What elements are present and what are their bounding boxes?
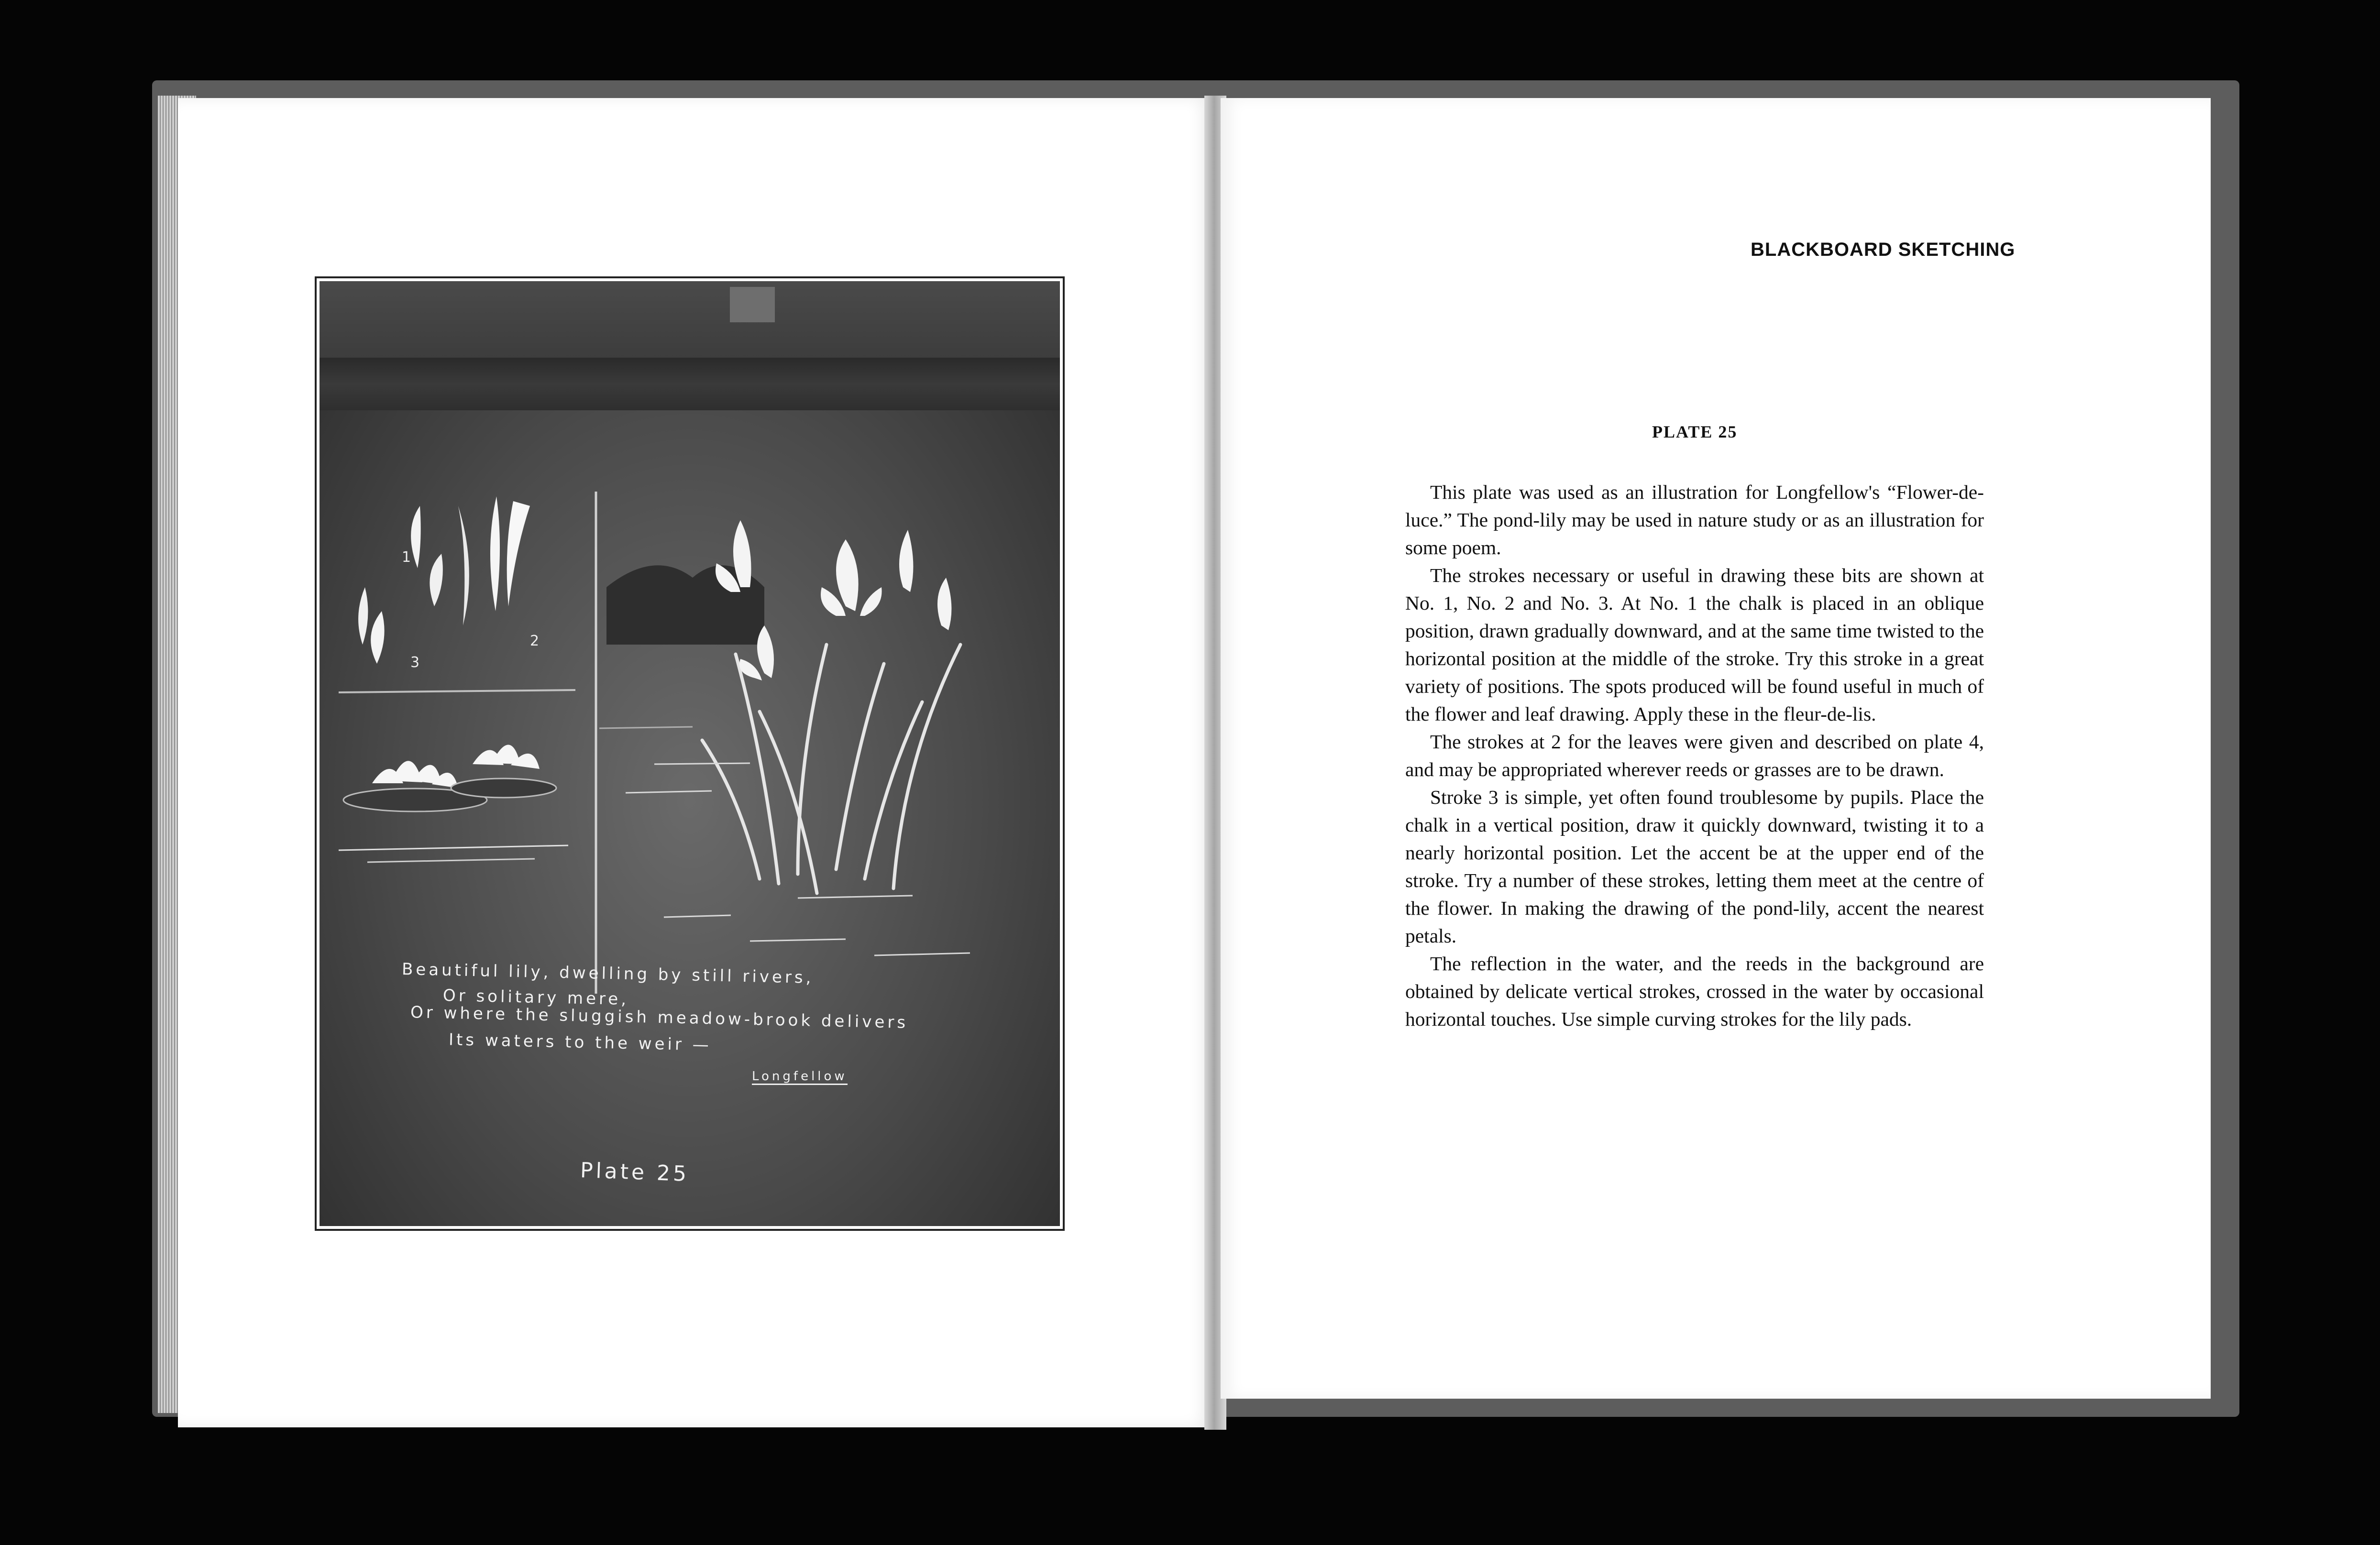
plate-caption: Plate 25 (580, 1158, 690, 1186)
poem-line-4: Its waters to the weir — (448, 1030, 712, 1055)
chalk-sketch (320, 281, 1050, 1216)
paragraph: The strokes necessary or useful in drawing these bits are shown at No. 1, No. 2 and No. 3. At No. 1 the chalk is placed in an oblique position, drawn gradually downward, and at the same time twisted to the horizontal position at the middle of the stroke. Try this stroke in a great variety of positions. The spots produced will be found useful in much of the flower and leaf drawing. Apply these in the fleur-de-lis. (1405, 564, 1984, 725)
poem-line-1: Beautiful lily, dwelling by still rivers, (401, 959, 814, 988)
stroke-number-2: 2 (530, 633, 540, 649)
paragraph: Stroke 3 is simple, yet often found troublesome by pupils. Place the chalk in a vertical position, draw it quickly downward, twisting it to a nearly horizontal position. Let the accent be at the upper end of the stroke. Try a number of these strokes, letting them meet at the centre of the flower. In making the drawing of the pond-lily, accent the nearest petals. (1405, 786, 1984, 947)
poem-line-2: Or solitary mere, (442, 986, 629, 1009)
paragraph: The reflection in the water, and the reeds in the background are obtained by delicate vertical strokes, crossed in the water by occasional horizontal touches. Use simple curving strokes for the lily pads. (1405, 953, 1984, 1030)
poem-line-3: Or where the sluggish meadow-brook delivers (410, 1003, 909, 1032)
stroke-number-1: 1 (402, 549, 411, 566)
stroke-number-3: 3 (410, 654, 420, 671)
plate-illustration (315, 276, 1065, 1231)
running-head: BLACKBOARD SKETCHING (1751, 239, 2016, 260)
body-text (1405, 478, 1984, 1033)
paragraph: This plate was used as an illustration for Longfellow's “Flower-de-luce.” The pond-lily may be used in nature study or as an illustration for some poem. (1405, 481, 1984, 559)
page-title: PLATE 25 (1652, 422, 1738, 441)
poem-attribution: Longfellow (752, 1069, 848, 1085)
paragraph: The strokes at 2 for the leaves were given and described on plate 4, and may be appropriated wherever reeds or grasses are to be drawn. (1405, 731, 1984, 780)
blackboard-drawing (320, 281, 1060, 1226)
